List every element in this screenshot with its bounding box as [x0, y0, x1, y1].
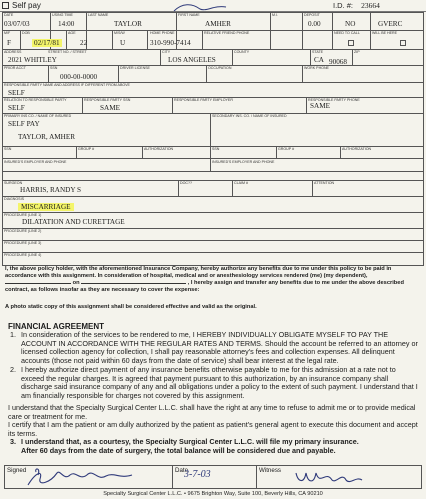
will-be-here-checkbox[interactable]	[400, 40, 406, 46]
witness-label: Witness	[259, 467, 282, 474]
address-field[interactable]: 2021 WHITLEY	[8, 56, 57, 64]
surgeon-field[interactable]: HARRIS, RANDY S	[20, 186, 82, 194]
signed-label: Signed	[7, 467, 27, 474]
diagnosis-label: DIAGNOSIS	[4, 197, 24, 201]
self-pay-checkbox[interactable]	[2, 2, 9, 9]
fa-certify-paragraph: I certify that I am the patient or am dully authorized by the patient as patient's general agent to execute this document and accept its terms.	[8, 420, 418, 438]
sex-label: M/F	[4, 31, 11, 35]
need-to-call-checkbox[interactable]	[348, 40, 354, 46]
photo-copy-note: A photo static copy of this assignment shall be considered effective and valid as the original.	[5, 304, 257, 310]
gverc-field[interactable]: GVERC	[378, 20, 403, 28]
mi-label: M.I.	[272, 13, 278, 17]
ins-group-label: GROUP #	[78, 147, 95, 151]
city-field[interactable]: LOS ANGELES	[168, 56, 216, 64]
rp-ssn-label: RESPONSIBLE PARTY SSN	[84, 98, 131, 102]
rp-phone-label: RESPONSIBLE PARTY PHONE	[308, 98, 360, 102]
procedure-4-label: PROCEDURE (LINE 4)	[4, 253, 42, 257]
driver-license-label: DRIVER LICENSE	[120, 66, 150, 70]
relation-label: RELATION TO RESPONSIBLE PARTY	[4, 98, 67, 102]
marital-label: M/S/W	[114, 31, 125, 35]
date-label: DATE	[4, 13, 14, 17]
ins2-group-label: GROUP #	[278, 147, 295, 151]
procedure-1-field[interactable]: DILATATION AND CURETTAGE	[22, 218, 125, 226]
last-name-field[interactable]: TAYLOR	[114, 20, 142, 28]
state-label: STATE	[312, 50, 324, 54]
fa-item-2-number: 2.	[10, 365, 16, 374]
sex-field[interactable]: F	[7, 39, 11, 47]
assignment-date-line	[5, 280, 420, 294]
ssn-label: SSN	[50, 66, 58, 70]
need-to-call-label: NEED TO CALL	[334, 31, 360, 35]
fa-item-1: In consideration of the services to be rendered to me, I HEREBY INDIVIDUALLY OBLIGATE MYSELF TO PAY THE ACCOUNT IN ACCORDANCE WITH THE REGULAR RATES AND TERMS. Should the account be referred to an attorney or licensed collection agency for collection, I shall pay reasonable attorney's fees and collection expenses. All delinquent accounts (those not paid within 60 days from the date of service) shall bear interest at the legal rate.	[21, 330, 418, 365]
relation-field[interactable]: SELF	[8, 104, 25, 112]
occupation-label: OCCUPATION	[208, 66, 232, 70]
age-label: AGE	[68, 31, 76, 35]
doc-label: DOC??	[180, 181, 192, 185]
ins-ssn-label: SSN	[4, 147, 12, 151]
sign-date-value[interactable]: 3-7-03	[184, 469, 211, 480]
zip-label: ZIP	[354, 50, 360, 54]
sign-date-label: Date	[175, 467, 189, 474]
ins2-ssn-label: SSN	[212, 147, 220, 151]
deposit-label: DEPOSIT	[304, 13, 320, 17]
home-phone-field[interactable]: 310-990-7414	[150, 39, 191, 47]
procedure-3-label: PROCEDURE (LINE 3)	[4, 241, 42, 245]
street-label: STREET NO. / STREET	[48, 50, 87, 54]
assignment-paragraph: I, the above policy holder, with the aforementioned Insurance Company, hereby authorize any benefits due to me under this policy to be paid in accordance with this assignment. In consideration of hospital, medical and or anesthesiology services rendered (me) (my dependent),	[5, 266, 392, 280]
fa-item-2: I hereby authorize direct payment of any insurance benefits otherwise payable to me for this admission at a rate not to exceed the regular charges. It is agreed that payment pursuant to this authorization, by an insurance company shall discharge said insurance company of any and all obligations under a policy to the extent of such payment. I understand that I am financially responsible for charges not covered by this assignment.	[21, 365, 418, 400]
time-field[interactable]: 14:00	[58, 20, 75, 28]
fa-item-3-number: 3.	[10, 437, 16, 446]
last-name-label: LAST NAME	[88, 13, 109, 17]
ins-employer-label: INSURED'S EMPLOYER AND PHONE	[4, 160, 67, 164]
ins-auth-label: AUTHORIZATION	[144, 147, 174, 151]
secondary-ins-label: SECONDARY INS. CO. / NAME OF INSURED	[212, 114, 287, 118]
pen-mark-icon	[170, 0, 230, 18]
deposit-field[interactable]: 0.00	[308, 20, 321, 28]
footer-address: Specialty Surgical Center L.L.C. • 9675 Brighton Way, Suite 100, Beverly Hills, CA 90210	[103, 491, 323, 497]
witness-signature[interactable]	[286, 464, 406, 488]
assign-transfer-text: , I hereby assign and transfer any benefits due to me under the above described contract, as follows insofar as they are necessary to cover the expense:	[5, 280, 404, 294]
self-pay-label: Self pay	[12, 1, 41, 10]
ins2-auth-label: AUTHORIZATION	[342, 147, 372, 151]
first-name-field[interactable]: AMHER	[205, 20, 231, 28]
surgeon-label: SURGEON	[4, 181, 23, 185]
id-label: I.D. #:	[333, 1, 354, 10]
ssn-field[interactable]: 000-00-0000	[60, 73, 98, 81]
city-label: CITY	[162, 50, 171, 54]
patient-signature[interactable]	[10, 464, 160, 488]
responsible-party-field[interactable]: SELF	[8, 89, 25, 97]
state-field[interactable]: CA	[314, 56, 324, 64]
will-be-here-label: WILL BE HERE	[372, 31, 398, 35]
insured-name-field[interactable]: TAYLOR, AMHER	[18, 133, 76, 141]
rp-ssn-field[interactable]: SAME	[100, 104, 120, 112]
fa-item-3-line-1: I understand that, as a courtesy, the Specialty Surgical Center L.L.C. will file my primary insurance.	[21, 437, 359, 446]
marital-field[interactable]: U	[120, 39, 126, 47]
financial-agreement-heading: FINANCIAL AGREEMENT	[8, 322, 104, 331]
zip-field[interactable]: 90068	[329, 58, 347, 66]
home-phone-label: HOME PHONE	[150, 31, 175, 35]
time-label: USING TIME	[52, 13, 73, 17]
fa-item-3-line-2: After 60 days from the date of surgery, the total balance will be considered due and payable.	[21, 445, 336, 455]
date-field[interactable]: 03/07/03	[4, 20, 30, 28]
procedure-2-label: PROCEDURE (LINE 2)	[4, 229, 42, 233]
claim-label: CLAIM #	[234, 181, 248, 185]
rp-phone-field[interactable]: SAME	[310, 102, 330, 110]
fa-item-1-number: 1.	[10, 330, 16, 339]
diagnosis-field[interactable]: MISCARRIAGE	[18, 203, 74, 211]
prior-acct-label: PRIOR ACCT	[4, 66, 26, 70]
self-pay-checkbox-row	[2, 1, 41, 10]
dob-field[interactable]: 02/17/81	[34, 39, 60, 47]
primary-ins-field[interactable]: SELF PAY	[8, 120, 40, 128]
attention-label: ATTENTION	[314, 181, 335, 185]
rp-employer-label: RESPONSIBLE PARTY EMPLOYER	[174, 98, 233, 102]
fa-refuse-paragraph: I understand that the Specialty Surgical Center L.L.C. shall have the right at any time to refuse to admit me or to provide medical care or treatment for me.	[8, 403, 416, 421]
ins2-employer-label: INSURED'S EMPLOYER AND PHONE	[212, 160, 275, 164]
fa-item-3	[21, 438, 420, 455]
county-label: COUNTY	[234, 50, 250, 54]
procedure-1-label: PROCEDURE (LINE 1)	[4, 213, 42, 217]
work-phone-label: WORK PHONE	[304, 66, 329, 70]
on-word: on	[72, 280, 80, 286]
relative-phone-label: RELATIVE FRIEND PHONE	[204, 31, 250, 35]
address-label: ADDRESS	[4, 50, 22, 54]
id-number	[333, 1, 380, 10]
age-field[interactable]: 22	[80, 39, 88, 47]
dob-label: DOB	[22, 31, 30, 35]
primary-ins-label: PRIMARY INS CO. / NAME OF INSURED	[4, 114, 72, 118]
id-value: 23664	[361, 1, 380, 10]
first-name-label: FIRST NAME	[178, 13, 200, 17]
nc-field[interactable]: NO	[345, 20, 356, 28]
responsible-party-label: RESPONSIBLE PARTY NAME AND ADDRESS IF DIFFERENT FROM ABOVE	[4, 83, 130, 87]
